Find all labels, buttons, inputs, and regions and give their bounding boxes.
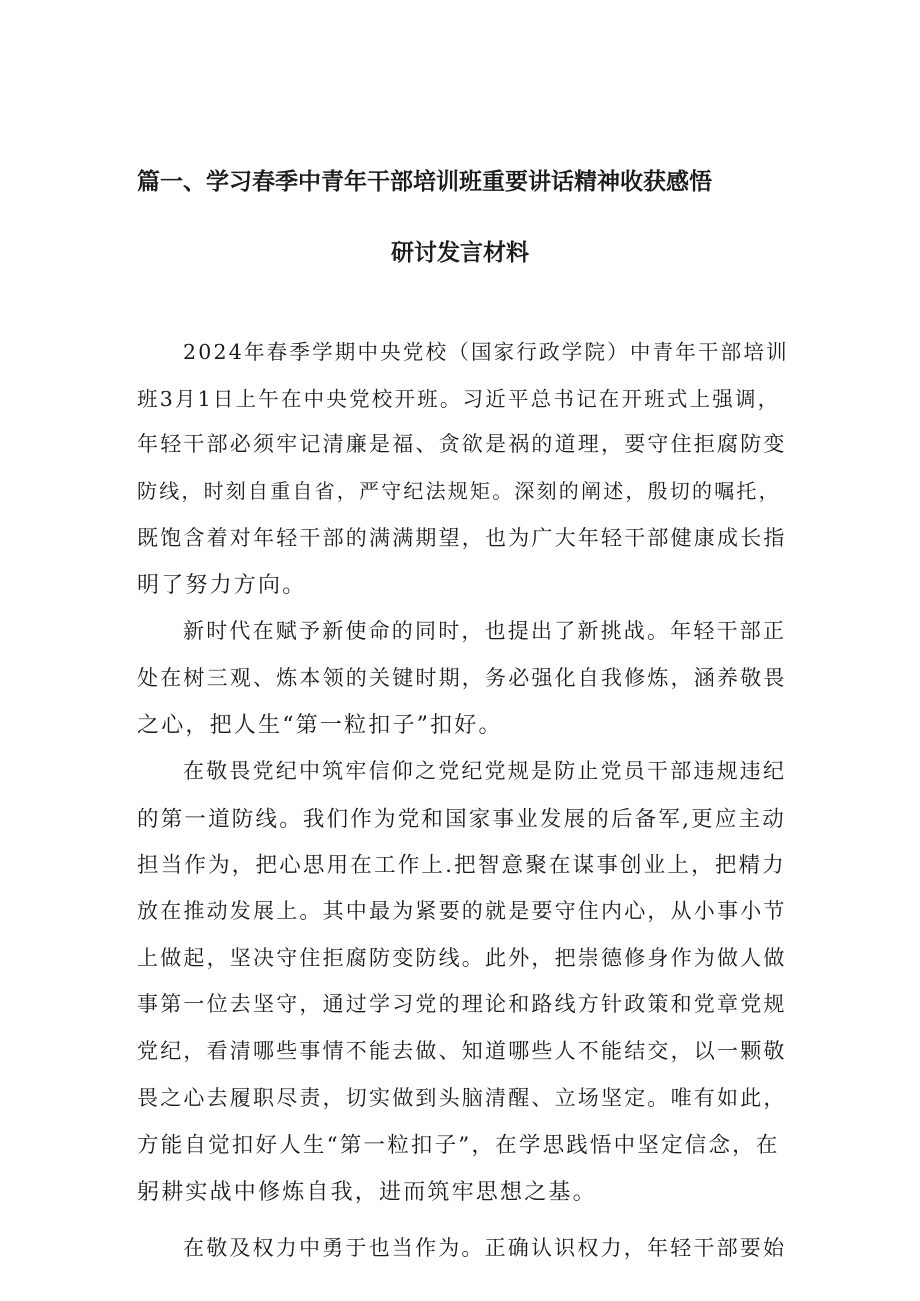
body-line-15: 事第一位去坚守，通过学习党的理论和路线方针政策和党章党规 — [137, 992, 787, 1016]
body-line-2: 班3月1日上午在中央党校开班。习近平总书记在开班式上强调， — [137, 387, 781, 411]
body-line-18: 方能自觉扣好人生“第一粒扣子”，在学思践悟中坚定信念，在 — [137, 1133, 780, 1158]
body-line-11: 的第一道防线。我们作为党和国家事业发展的后备军,更应主动 — [137, 807, 786, 832]
body-line-8: 处在树三观、炼本领的关键时期，务必强化自我修炼，涵养敬畏 — [137, 666, 787, 690]
body-line-9: 之心，把人生“第一粒扣子”扣好。 — [137, 713, 503, 738]
body-line-7: 新时代在赋予新使命的同时，也提出了新挑战。年轻干部正 — [183, 619, 787, 643]
document-title-line-2: 研讨发言材料 — [391, 240, 529, 266]
body-line-13: 放在推动发展上。其中最为紧要的就是要守住内心，从小事小节 — [137, 899, 787, 923]
body-line-4: 防线，时刻自重自省，严守纪法规矩。深刻的阐述，殷切的嘱托， — [137, 479, 781, 503]
body-line-20: 在敬及权力中勇于也当作为。正确认识权力，年轻干部要始 — [183, 1236, 787, 1260]
body-line-19: 躬耕实战中修炼自我，进而筑牢思想之基。 — [137, 1180, 597, 1205]
document-title-line-1: 篇一、学习春季中青年干部培训班重要讲话精神收获感悟 — [137, 169, 712, 195]
body-line-16: 党纪，看清哪些事情不能去做、知道哪些人不能结交，以一颗敬 — [137, 1039, 787, 1063]
body-line-17: 畏之心去履职尽责，切实做到头脑清醒、立场坚定。唯有如此， — [137, 1086, 787, 1110]
body-line-1: 2024年春季学期中央党校（国家行政学院）中青年干部培训 — [183, 340, 789, 364]
body-line-10: 在敬畏党纪中筑牢信仰之党纪党规是防止党员干部违规违纪 — [183, 759, 787, 783]
body-line-5: 既饱含着对年轻干部的满满期望，也为广大年轻干部健康成长指 — [137, 526, 787, 550]
body-line-3: 年轻干部必须牢记清廉是福、贪欲是祸的道理，要守住拒腐防变 — [137, 432, 787, 456]
body-line-6: 明了努力方向。 — [137, 573, 307, 598]
body-line-14: 上做起，坚决守住拒腐防变防线。此外，把崇德修身作为做人做 — [137, 946, 787, 970]
body-line-12: 担当作为，把心思用在工作上.把智意聚在谋事创业上，把精力 — [137, 853, 786, 878]
